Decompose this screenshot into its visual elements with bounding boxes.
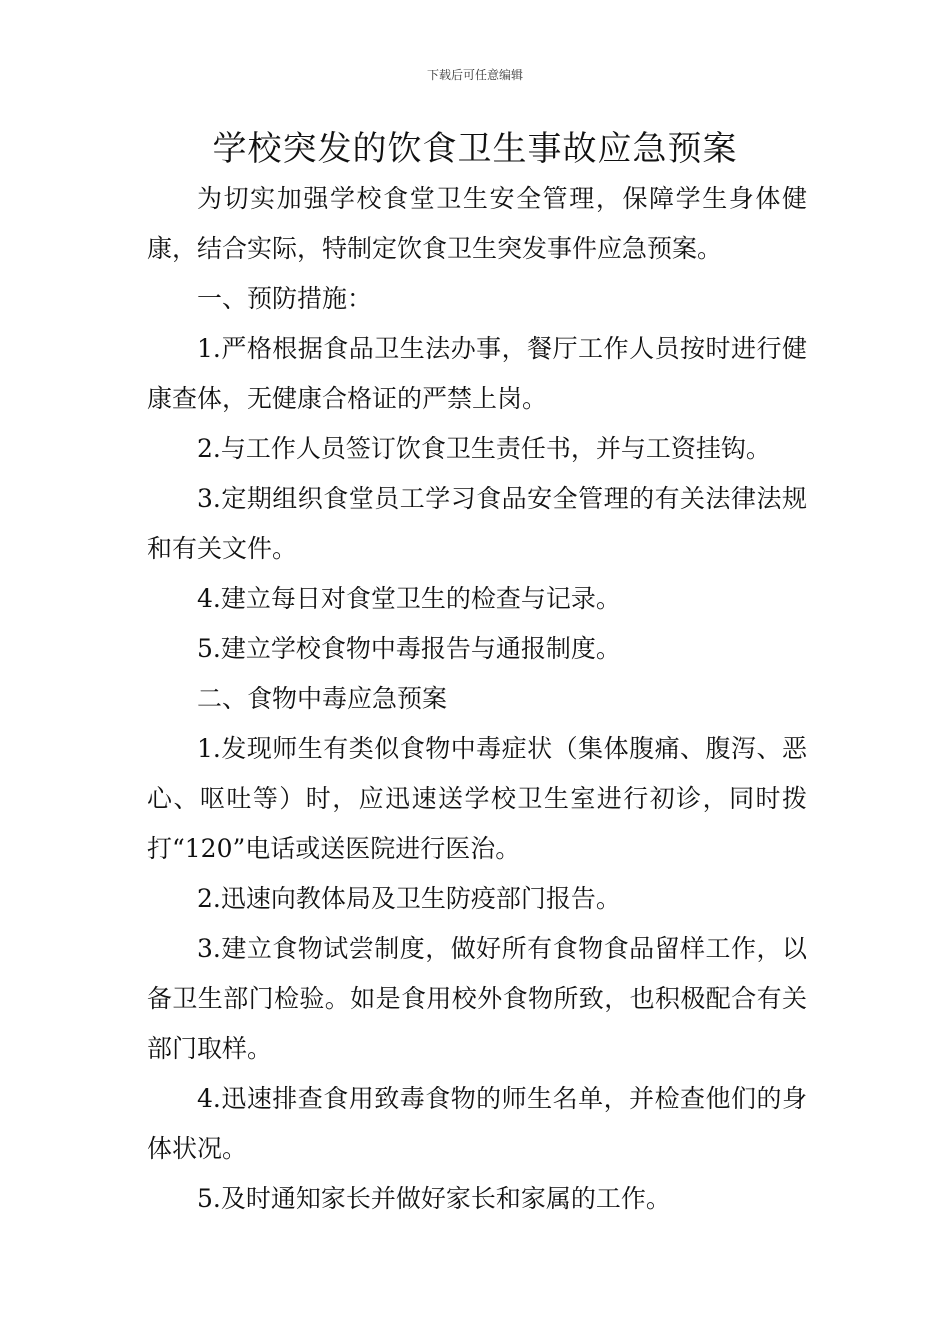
section-heading-prevention: 一、预防措施： xyxy=(197,284,373,313)
paragraph-emergency-5: 5.及时通知家长并做好家长和家属的工作。 xyxy=(197,1184,671,1213)
paragraph-emergency-2: 2.迅速向教体局及卫生防疫部门报告。 xyxy=(197,884,621,913)
paragraph-prevention-1: 1.严格根据食品卫生法办事，餐厅工作人员按时进行健康查体，无健康合格证的严禁上岗。 xyxy=(147,334,807,413)
paragraph-prevention-5: 5.建立学校食物中毒报告与通报制度。 xyxy=(197,634,621,663)
paragraph-intro: 为切实加强学校食堂卫生安全管理，保障学生身体健康，结合实际，特制定饮食卫生突发事件应急预案。 xyxy=(147,184,807,263)
paragraph-emergency-1: 1.发现师生有类似食物中毒症状（集体腹痛、腹泻、恶心、呕吐等）时，应迅速送学校卫生室进行初诊，同时拨打“120”电话或送医院进行医治。 xyxy=(147,734,807,863)
paragraph-prevention-4: 4.建立每日对食堂卫生的检查与记录。 xyxy=(197,584,621,613)
document-body xyxy=(147,174,807,1224)
paragraph-prevention-3: 3.定期组织食堂员工学习食品安全管理的有关法律法规和有关文件。 xyxy=(147,484,807,563)
paragraph-emergency-4: 4.迅速排查食用致毒食物的师生名单，并检查他们的身体状况。 xyxy=(147,1084,807,1163)
header-note: 下载后可任意编辑 xyxy=(426,68,523,82)
paragraph-emergency-3: 3.建立食物试尝制度，做好所有食物食品留样工作，以备卫生部门检验。如是食用校外食物所致，也积极配合有关部门取样。 xyxy=(147,934,807,1063)
paragraph-prevention-2: 2.与工作人员签订饮食卫生责任书，并与工资挂钩。 xyxy=(197,434,771,463)
section-heading-emergency: 二、食物中毒应急预案 xyxy=(197,684,448,713)
document-title: 学校突发的饮食卫生事故应急预案 xyxy=(212,129,738,169)
